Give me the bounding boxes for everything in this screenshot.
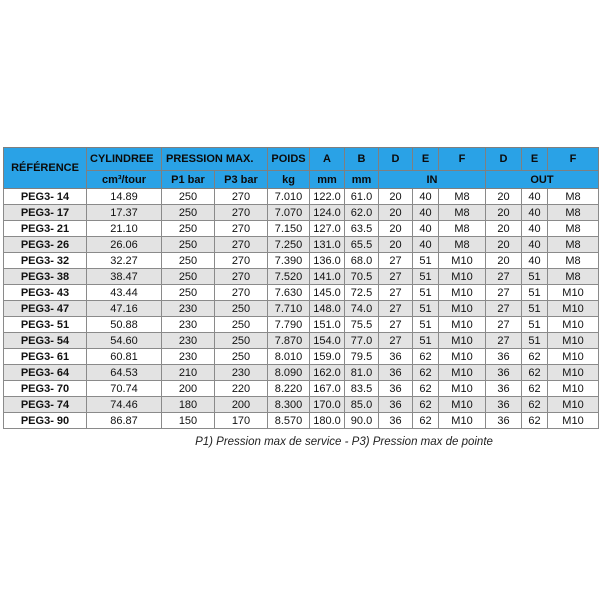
cell-poids: 7.010 [268,189,310,205]
cell-f-out: M10 [548,285,599,301]
spec-table-wrapper [3,147,598,429]
cell-d-in: 36 [379,381,413,397]
cell-p3: 250 [215,349,268,365]
cell-d-in: 36 [379,413,413,429]
cell-p1: 250 [162,237,215,253]
b-unit: mm [345,171,379,189]
cell-p3: 170 [215,413,268,429]
cell-f-out: M8 [548,253,599,269]
cell-cylindree: 14.89 [87,189,162,205]
cell-e-out: 62 [522,381,548,397]
cell-b: 83.5 [345,381,379,397]
table-row [4,285,599,301]
cell-d-in: 27 [379,333,413,349]
cell-reference: PEG3- 26 [4,237,87,253]
cell-poids: 8.300 [268,397,310,413]
cell-d-in: 36 [379,349,413,365]
d-in-header: D [379,148,413,171]
cell-f-out: M8 [548,237,599,253]
out-header: OUT [486,171,599,189]
cell-cylindree: 32.27 [87,253,162,269]
cell-b: 90.0 [345,413,379,429]
cell-poids: 8.090 [268,365,310,381]
cell-a: 167.0 [310,381,345,397]
cell-p3: 270 [215,205,268,221]
cell-reference: PEG3- 54 [4,333,87,349]
cell-d-out: 36 [486,413,522,429]
cell-p1: 250 [162,269,215,285]
cell-f-in: M10 [439,285,486,301]
cell-cylindree: 47.16 [87,301,162,317]
cell-cylindree: 70.74 [87,381,162,397]
cell-poids: 7.390 [268,253,310,269]
table-row [4,253,599,269]
table-row [4,317,599,333]
p1-header: P1 bar [162,171,215,189]
cell-b: 63.5 [345,221,379,237]
cell-d-out: 36 [486,365,522,381]
table-row [4,301,599,317]
cell-e-out: 51 [522,301,548,317]
cell-p3: 250 [215,317,268,333]
cell-e-out: 51 [522,333,548,349]
cell-reference: PEG3- 90 [4,413,87,429]
cell-cylindree: 17.37 [87,205,162,221]
cell-cylindree: 38.47 [87,269,162,285]
cell-p3: 250 [215,333,268,349]
table-row [4,237,599,253]
cell-reference: PEG3- 70 [4,381,87,397]
cell-f-in: M10 [439,317,486,333]
cell-reference: PEG3- 43 [4,285,87,301]
cell-reference: PEG3- 74 [4,397,87,413]
cell-f-out: M10 [548,333,599,349]
cell-reference: PEG3- 47 [4,301,87,317]
cell-a: 124.0 [310,205,345,221]
cell-reference: PEG3- 64 [4,365,87,381]
reference-header: RÉFÉRENCE [4,148,87,189]
cell-f-in: M10 [439,301,486,317]
cell-b: 85.0 [345,397,379,413]
table-row [4,221,599,237]
cell-f-in: M8 [439,205,486,221]
in-header: IN [379,171,486,189]
cell-b: 81.0 [345,365,379,381]
cell-cylindree: 21.10 [87,221,162,237]
cell-p3: 220 [215,381,268,397]
cell-p1: 230 [162,317,215,333]
cell-e-in: 62 [413,397,439,413]
cell-p1: 250 [162,253,215,269]
cell-poids: 7.630 [268,285,310,301]
cell-reference: PEG3- 21 [4,221,87,237]
cell-b: 74.0 [345,301,379,317]
cell-e-in: 40 [413,237,439,253]
cell-p3: 270 [215,221,268,237]
p3-header: P3 bar [215,171,268,189]
cell-p1: 230 [162,333,215,349]
cell-cylindree: 54.60 [87,333,162,349]
cell-d-in: 36 [379,397,413,413]
cell-d-in: 27 [379,269,413,285]
cell-e-out: 62 [522,397,548,413]
cell-cylindree: 64.53 [87,365,162,381]
cell-b: 62.0 [345,205,379,221]
cell-b: 70.5 [345,269,379,285]
cell-f-in: M10 [439,365,486,381]
cell-e-out: 40 [522,253,548,269]
table-row [4,269,599,285]
cell-p3: 270 [215,285,268,301]
cell-reference: PEG3- 14 [4,189,87,205]
cell-b: 75.5 [345,317,379,333]
table-row [4,381,599,397]
cell-d-in: 20 [379,237,413,253]
cell-d-in: 27 [379,253,413,269]
cell-a: 159.0 [310,349,345,365]
cell-e-in: 51 [413,301,439,317]
cell-e-out: 40 [522,189,548,205]
cell-f-out: M10 [548,397,599,413]
cell-d-out: 27 [486,285,522,301]
cell-p3: 270 [215,237,268,253]
cell-reference: PEG3- 17 [4,205,87,221]
cell-e-out: 62 [522,413,548,429]
cell-e-out: 40 [522,221,548,237]
f-out-header: F [548,148,599,171]
cell-a: 154.0 [310,333,345,349]
cell-f-in: M8 [439,237,486,253]
cell-f-in: M10 [439,413,486,429]
cell-b: 65.5 [345,237,379,253]
cell-p1: 230 [162,349,215,365]
cell-e-in: 51 [413,333,439,349]
cell-e-in: 51 [413,317,439,333]
a-unit: mm [310,171,345,189]
header-row-1 [4,148,599,171]
cell-a: 141.0 [310,269,345,285]
cell-d-in: 27 [379,301,413,317]
cell-f-out: M8 [548,189,599,205]
cell-e-out: 40 [522,237,548,253]
cell-e-in: 62 [413,349,439,365]
cell-e-in: 62 [413,365,439,381]
cell-p1: 200 [162,381,215,397]
cell-d-in: 20 [379,189,413,205]
cell-b: 72.5 [345,285,379,301]
cell-f-out: M10 [548,413,599,429]
cell-f-out: M8 [548,221,599,237]
cell-b: 77.0 [345,333,379,349]
cell-p3: 270 [215,189,268,205]
cell-d-in: 20 [379,221,413,237]
cell-d-out: 20 [486,189,522,205]
cell-d-out: 20 [486,237,522,253]
cell-d-in: 20 [379,205,413,221]
cell-f-out: M10 [548,317,599,333]
cell-p3: 200 [215,397,268,413]
cell-f-in: M10 [439,349,486,365]
cell-e-out: 62 [522,349,548,365]
cell-d-in: 27 [379,317,413,333]
cell-poids: 7.250 [268,237,310,253]
cell-reference: PEG3- 32 [4,253,87,269]
cell-f-in: M10 [439,269,486,285]
header-row-2 [4,171,599,189]
cell-p1: 250 [162,205,215,221]
cylindree-header: CYLINDREE [87,148,162,171]
cylindree-unit: cm³/tour [87,171,162,189]
cell-cylindree: 74.46 [87,397,162,413]
cell-d-out: 27 [486,301,522,317]
cell-d-out: 27 [486,269,522,285]
cell-p3: 250 [215,301,268,317]
cell-a: 131.0 [310,237,345,253]
cell-a: 127.0 [310,221,345,237]
cell-a: 122.0 [310,189,345,205]
spec-table [3,147,599,429]
cell-a: 151.0 [310,317,345,333]
table-row [4,365,599,381]
e-out-header: E [522,148,548,171]
cell-p1: 180 [162,397,215,413]
cell-b: 68.0 [345,253,379,269]
table-row [4,333,599,349]
spec-table-body [4,189,599,429]
cell-e-in: 51 [413,253,439,269]
cell-a: 162.0 [310,365,345,381]
cell-p1: 230 [162,301,215,317]
footnote: P1) Pression max de service - P3) Pression max de pointe [195,436,493,448]
cell-reference: PEG3- 51 [4,317,87,333]
cell-poids: 7.520 [268,269,310,285]
cell-f-in: M10 [439,397,486,413]
cell-f-in: M8 [439,189,486,205]
f-in-header: F [439,148,486,171]
table-row [4,397,599,413]
cell-e-in: 40 [413,205,439,221]
a-header: A [310,148,345,171]
cell-e-out: 40 [522,205,548,221]
cell-d-out: 36 [486,397,522,413]
cell-p1: 150 [162,413,215,429]
e-in-header: E [413,148,439,171]
table-row [4,189,599,205]
cell-cylindree: 60.81 [87,349,162,365]
cell-e-out: 51 [522,269,548,285]
cell-e-in: 40 [413,221,439,237]
cell-d-out: 27 [486,333,522,349]
table-row [4,413,599,429]
cell-f-in: M10 [439,333,486,349]
cell-f-out: M10 [548,349,599,365]
table-row [4,349,599,365]
cell-a: 170.0 [310,397,345,413]
cell-b: 61.0 [345,189,379,205]
cell-poids: 7.150 [268,221,310,237]
cell-a: 180.0 [310,413,345,429]
cell-d-out: 36 [486,349,522,365]
cell-cylindree: 50.88 [87,317,162,333]
cell-d-out: 20 [486,253,522,269]
cell-p3: 270 [215,253,268,269]
pression-max-header: PRESSION MAX. [162,148,268,171]
cell-e-in: 51 [413,285,439,301]
cell-f-out: M8 [548,205,599,221]
cell-e-out: 62 [522,365,548,381]
cell-poids: 7.790 [268,317,310,333]
cell-poids: 8.010 [268,349,310,365]
cell-f-out: M10 [548,381,599,397]
cell-e-in: 62 [413,413,439,429]
cell-cylindree: 86.87 [87,413,162,429]
cell-d-out: 36 [486,381,522,397]
cell-f-in: M10 [439,253,486,269]
cell-a: 148.0 [310,301,345,317]
cell-poids: 7.070 [268,205,310,221]
cell-p1: 250 [162,189,215,205]
cell-d-in: 36 [379,365,413,381]
cell-reference: PEG3- 38 [4,269,87,285]
cell-e-out: 51 [522,317,548,333]
cell-cylindree: 26.06 [87,237,162,253]
cell-f-in: M8 [439,221,486,237]
poids-unit: kg [268,171,310,189]
cell-b: 79.5 [345,349,379,365]
cell-e-in: 51 [413,269,439,285]
cell-p1: 210 [162,365,215,381]
cell-p3: 270 [215,269,268,285]
cell-reference: PEG3- 61 [4,349,87,365]
d-out-header: D [486,148,522,171]
table-row [4,205,599,221]
cell-f-out: M10 [548,365,599,381]
cell-p1: 250 [162,221,215,237]
cell-f-in: M10 [439,381,486,397]
cell-poids: 8.570 [268,413,310,429]
cell-d-in: 27 [379,285,413,301]
cell-e-out: 51 [522,285,548,301]
cell-p1: 250 [162,285,215,301]
b-header: B [345,148,379,171]
cell-f-out: M10 [548,301,599,317]
cell-p3: 230 [215,365,268,381]
cell-e-in: 62 [413,381,439,397]
cell-poids: 8.220 [268,381,310,397]
poids-header: POIDS [268,148,310,171]
cell-e-in: 40 [413,189,439,205]
cell-d-out: 20 [486,205,522,221]
cell-a: 136.0 [310,253,345,269]
cell-poids: 7.870 [268,333,310,349]
cell-cylindree: 43.44 [87,285,162,301]
cell-a: 145.0 [310,285,345,301]
cell-d-out: 20 [486,221,522,237]
cell-d-out: 27 [486,317,522,333]
cell-poids: 7.710 [268,301,310,317]
cell-f-out: M8 [548,269,599,285]
